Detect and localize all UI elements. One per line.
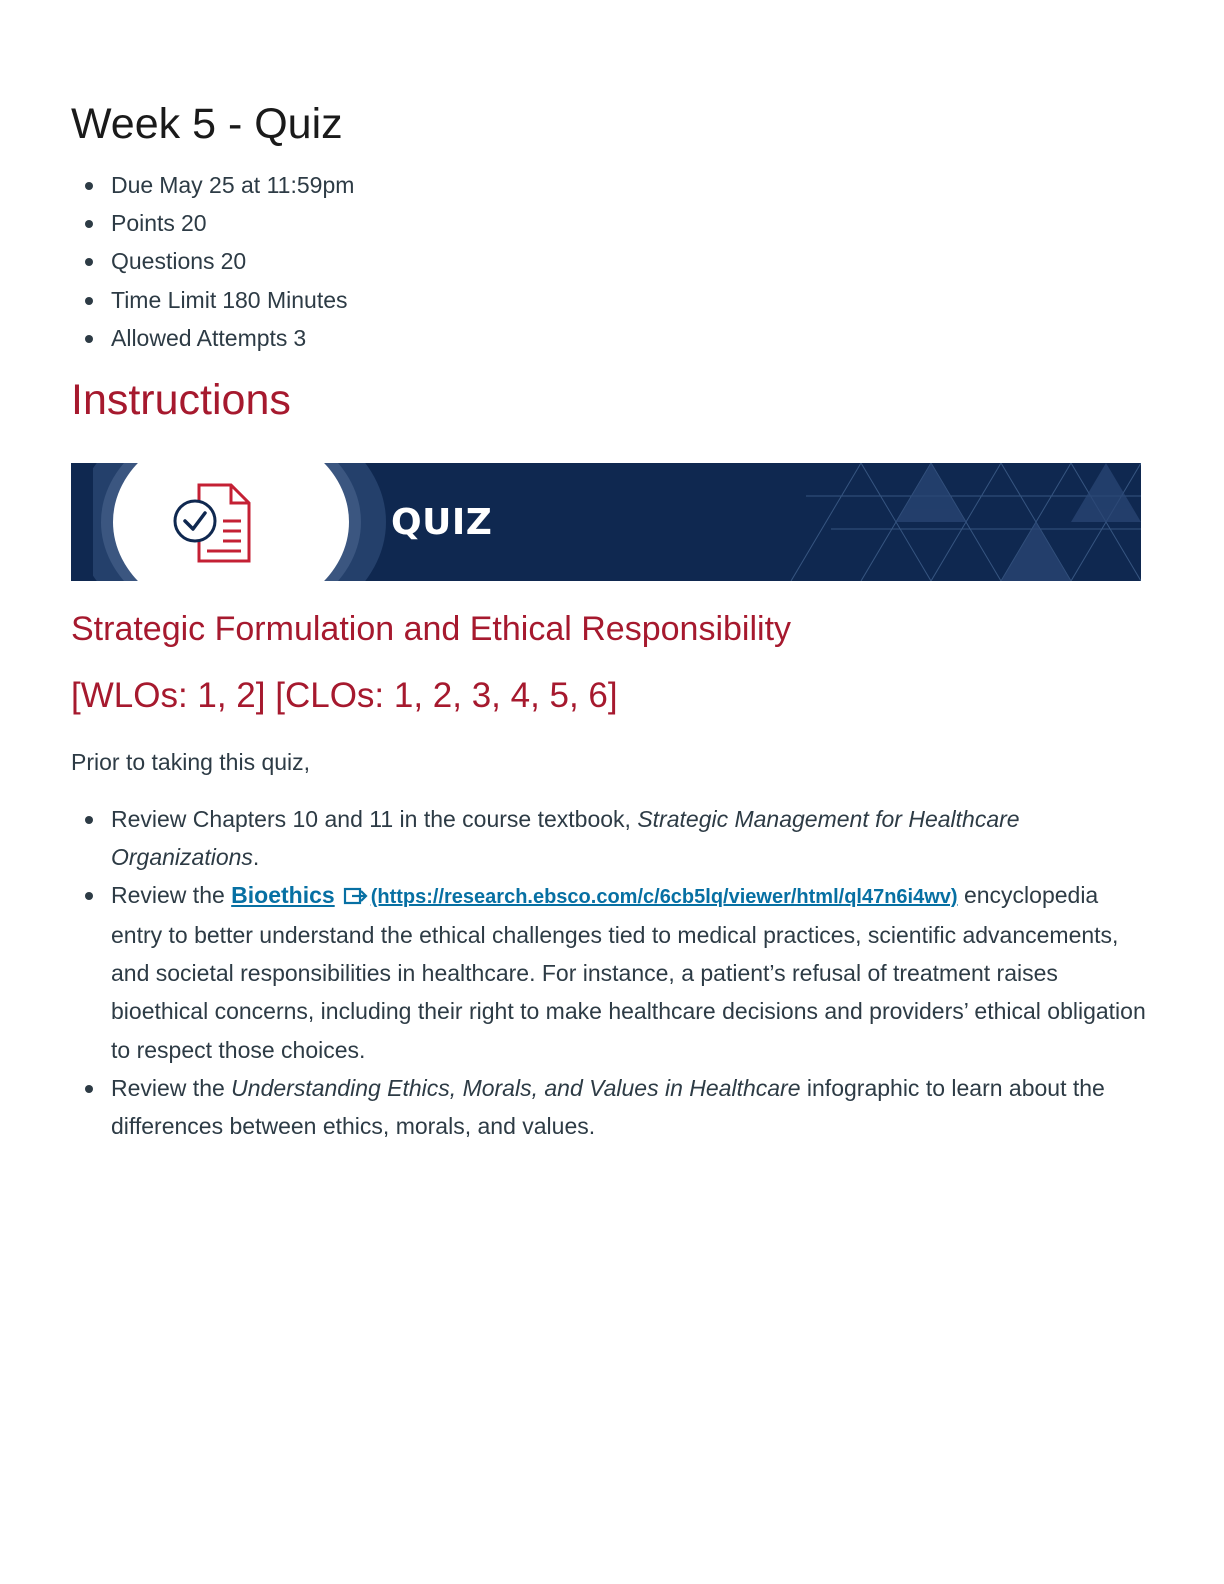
points-value: 20 — [180, 210, 207, 237]
banner-label: QUIZ — [391, 502, 493, 543]
item-text-end: infographic to learn about the differences between ethics, morals, and values. — [111, 1074, 1105, 1139]
bioethics-link[interactable]: Bioethics — [231, 882, 335, 909]
quiz-details-list — [71, 166, 354, 357]
questions-value: 20 — [220, 248, 247, 275]
allowed-attempts-value: 3 — [293, 324, 307, 351]
infographic-title: Understanding Ethics, Morals, and Values in Healthcare — [231, 1074, 801, 1101]
due-date-item — [71, 166, 354, 204]
section-title: Strategic Formulation and Ethical Responsibility — [71, 610, 792, 648]
item-text: Review Chapters 10 and 11 in the course textbook, — [111, 806, 638, 832]
due-label: Due — [111, 172, 154, 198]
allowed-attempts-item — [71, 319, 354, 357]
points-label: Points — [111, 210, 175, 237]
instructions-heading: Instructions — [71, 376, 291, 424]
time-limit-item — [71, 281, 354, 319]
list-item — [71, 876, 1146, 1068]
questions-item — [71, 242, 354, 280]
page-title: Week 5 - Quiz — [71, 100, 343, 148]
bioethics-url[interactable]: (https://research.ebsco.com/c/6cb5lq/viewer/html/ql47n6i4wv) — [370, 886, 958, 909]
list-item — [71, 1069, 1146, 1145]
item-text-end: encyclopedia entry to better understand the ethical challenges tied to medical practices, scientific advancements, and societal responsibilities in healthcare. For instance, a patient’s refusal of treatment raises bioethical concerns, including their right to make healthcare decisions and providers’ ethical obligation to respect those choices. — [111, 882, 1146, 1063]
textbook-title: Strategic Management for Healthcare Organizations — [111, 806, 1020, 871]
points-item — [71, 204, 354, 242]
item-text: Review the — [111, 1074, 232, 1101]
quiz-banner — [71, 463, 1141, 581]
time-limit-label: Time Limit — [111, 286, 217, 313]
learning-outcomes-title: [WLOs: 1, 2] [CLOs: 1, 2, 3, 4, 5, 6] — [71, 676, 618, 715]
allowed-attempts-label: Allowed Attempts — [111, 324, 288, 351]
preparation-list — [71, 800, 1146, 1145]
external-link-icon[interactable] — [343, 879, 369, 899]
item-text: Review the — [111, 882, 232, 909]
questions-label: Questions — [111, 248, 215, 275]
time-limit-value: 180 Minutes — [222, 286, 348, 313]
item-text-end: . — [252, 844, 260, 871]
prior-text: Prior to taking this quiz, — [71, 749, 311, 775]
due-value: May 25 at 11:59pm — [159, 172, 355, 198]
checked-document-icon — [171, 481, 255, 565]
list-item — [71, 800, 1146, 876]
